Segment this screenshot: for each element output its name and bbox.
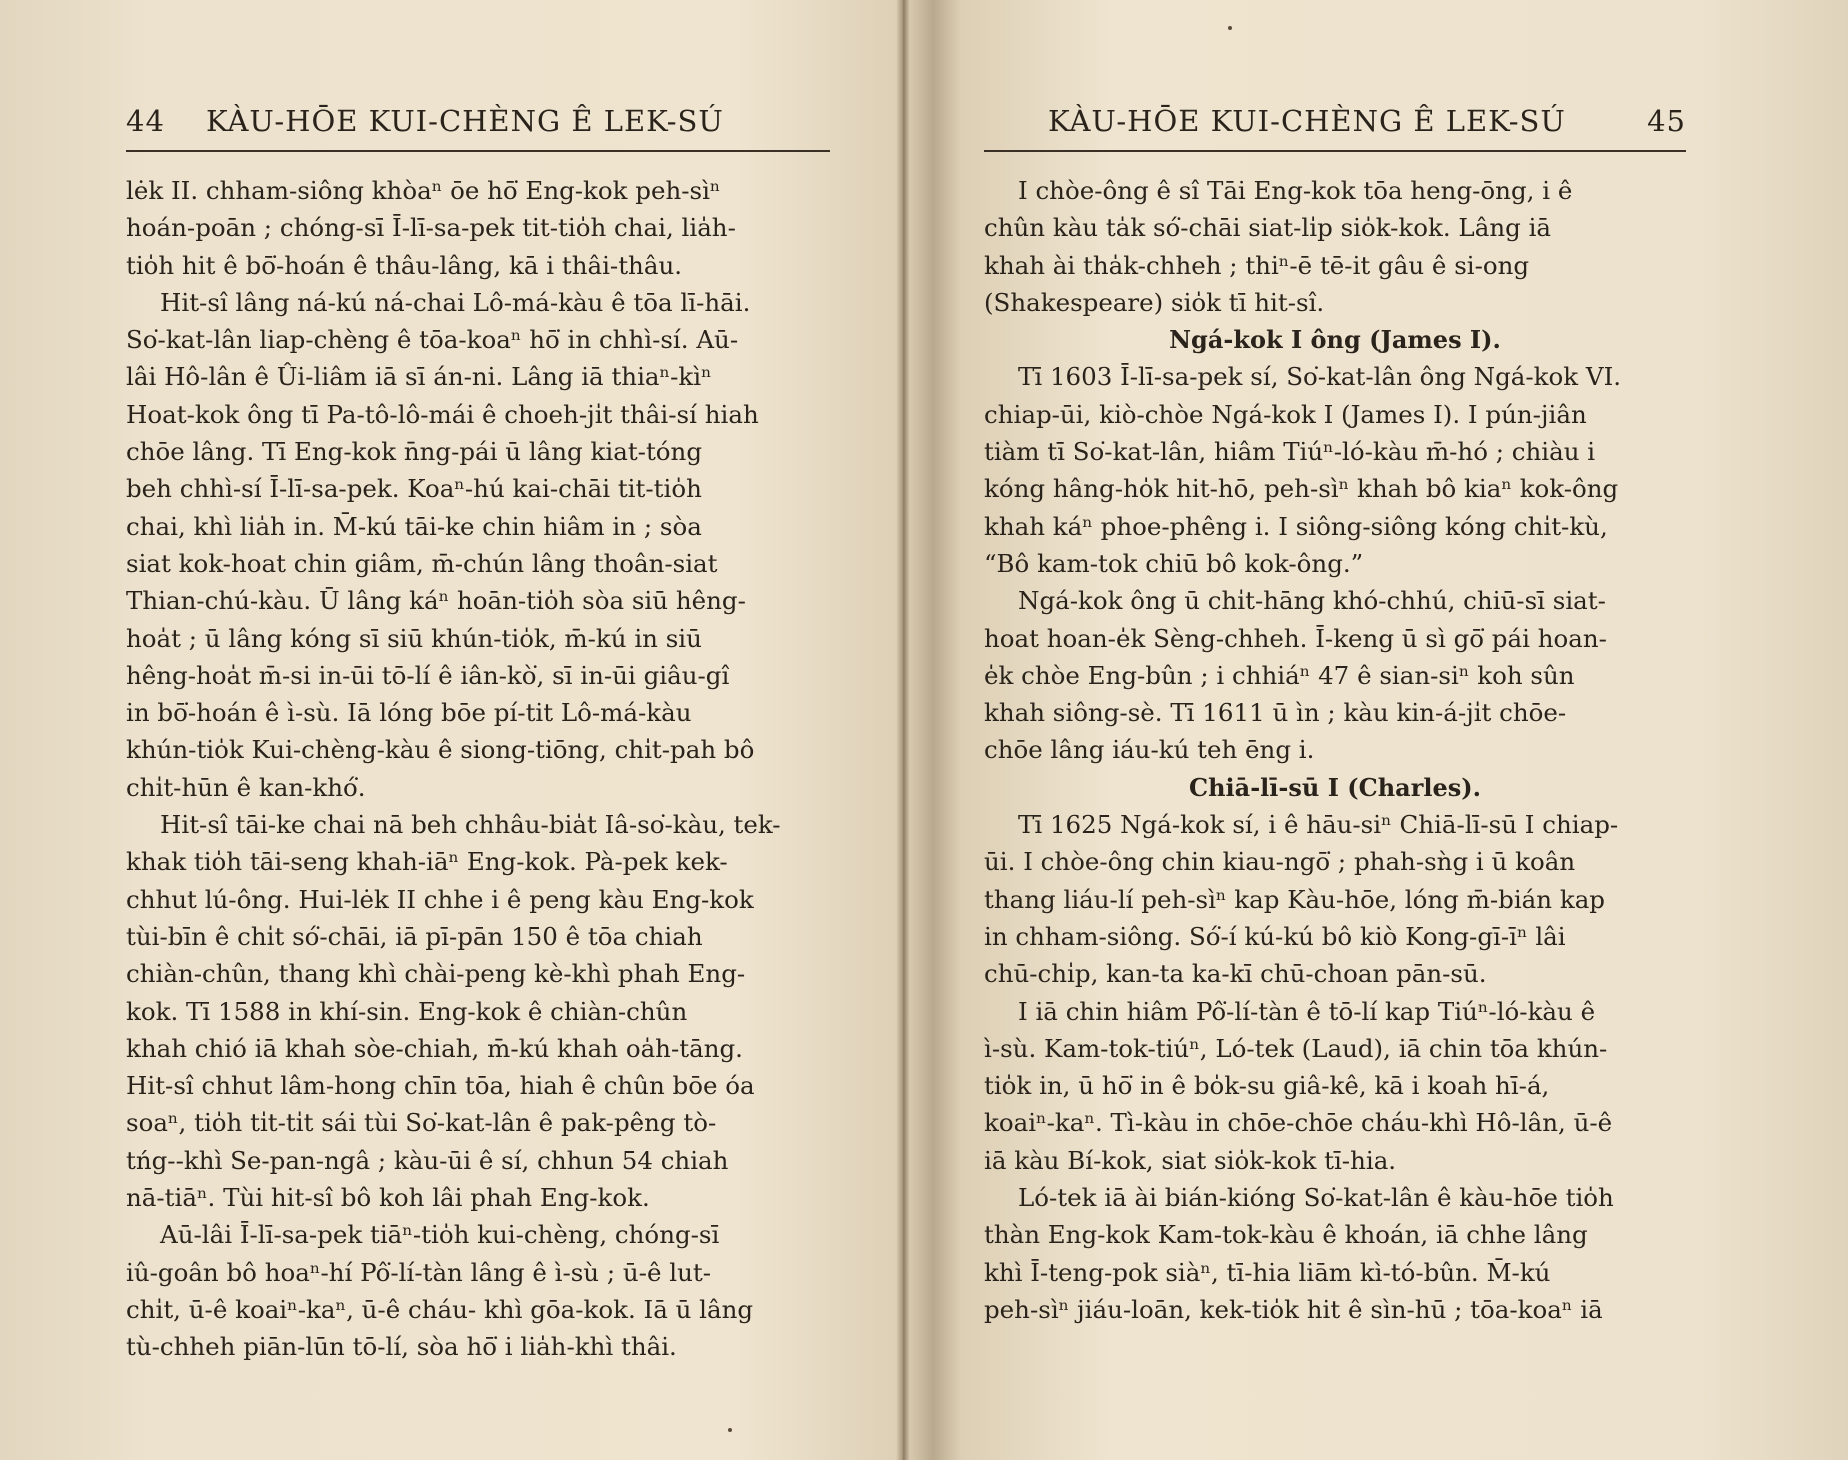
text-line: kóng hâng-ho̍k hit-hō, peh-sìⁿ khah bô kiaⁿ kok-ông [984,474,1619,504]
text-line: chiàn-chûn, thang khì chài-peng kè-khì phah Eng- [126,959,746,989]
text-line: khì Ī-teng-pok siàⁿ, tī-hia liām kì-tó-bûn. M̄-kú [984,1257,1551,1287]
text-line: So͘-kat-lân liap-chèng ê tōa-koaⁿ hō͘ in chhì-sí. Aū- [126,325,739,355]
text-line: I chòe-ông ê sî Tāi Eng-kok tōa heng-ōng, i ê [1018,176,1573,205]
text-line: chai, khì lia̍h in. M̄-kú tāi-ke chin hiâm in ; sòa [126,511,702,541]
text-line: chi̍t, ū-ê koaiⁿ-kaⁿ, ū-ê cháu- khì gōa-kok. Iā ū lâng [126,1294,754,1324]
text-line: tiàm tī So͘-kat-lân, hiâm Tiúⁿ-ló-kàu m̄-hó ; chiàu i [984,437,1596,467]
text-line: chûn kàu ta̍k só͘-chāi siat-li̍p sio̍k-kok. Lâng iā [984,213,1552,243]
text-line: ì-sù. Kam-tok-tiúⁿ, Ló-tek (Laud), iā chin tōa khún- [984,1033,1608,1063]
text-line: chōe lâng. Tī Eng-kok n̄ng-pái ū lâng kiat-tóng [126,437,703,467]
text-line: khah chió iā khah sòe-chiah, m̄-kú khah oa̍h-tāng. [126,1033,743,1063]
text-line: beh chhì-sí Ī-lī-sa-pek. Koaⁿ-hú kai-chāi tit-tio̍h [126,474,702,504]
text-line: chiap-ūi, kiò-chòe Ngá-kok I (James I). I pún-jiân [984,399,1587,429]
left-running-head [126,98,830,146]
text-line: chhut lú-ông. Hui-lėk II chhe i ê peng kàu Eng-kok [126,884,754,914]
text-line: Thian-chú-kàu. Ū lâng káⁿ hoān-tio̍h sòa siū hêng- [126,586,746,616]
left-page [126,98,830,1366]
text-line: ūi. I chòe-ông chin kiau-ngō͘ ; phah-sǹg i ū koân [984,847,1576,877]
text-line: (Shakespeare) sio̍k tī hit-sî. [984,287,1325,317]
text-line: thàn Eng-kok Kam-tok-kàu ê khoán, iā chhe lâng [984,1220,1588,1250]
text-line: I iā chin hiâm Pô͘-lí-tàn ê tō-lí kap Tiúⁿ-ló-kàu ê [1018,996,1596,1026]
text-line: Hoat-kok ông tī Pa-tô-lô-mái ê choeh-ji̍t thâi-sí hiah [126,399,759,429]
text-line: in bō͘-hoán ê ì-sù. Iā lóng bōe pí-tit Lô-má-kàu [126,698,692,728]
text-line: iā kàu Bí-kok, siat sio̍k-kok tī-hia. [984,1145,1397,1175]
text-line: Tī 1603 Ī-lī-sa-pek sí, So͘-kat-lân ông Ngá-kok VI. [1018,362,1622,392]
left-running-title: KÀU-HŌE KUI-CHÈNG Ê LEK-SÚ [206,104,724,138]
text-line: Ngá-kok ông ū chi̍t-hāng khó-chhú, chiū-sī siat- [1018,586,1606,616]
text-line: hoat hoan-e̍k Sèng-chheh. Ī-keng ū sì gō͘ pái hoan- [984,623,1607,653]
right-running-title: KÀU-HŌE KUI-CHÈNG Ê LEK-SÚ [1048,104,1566,138]
text-line: tù-chheh piān-lūn tō-lí, sòa hō͘ i lia̍h-khì thâi. [126,1332,677,1362]
text-line: siat kok-hoat chin giâm, m̄-chún lâng thoân-siat [126,548,718,578]
section-heading: Chiā-lī-sū I (Charles). [1189,772,1481,802]
left-body-text [126,172,830,1366]
text-line: “Bô kam-tok chiū bô kok-ông.” [984,548,1364,578]
text-line: hoa̍t ; ū lâng kóng sī siū khún-tio̍k, m̄-kú in siū [126,623,702,653]
text-line: Hit-sî tāi-ke chai nā beh chhâu-bia̍t Iâ-so͘-kàu, tek- [160,810,781,840]
section-heading: Ngá-kok I ông (James I). [1169,325,1501,355]
text-line: khah ài tha̍k-chheh ; thiⁿ-ē tē-it gâu ê si-ong [984,250,1530,280]
text-line: lâi Hô-lân ê Ûi-liâm iā sī án-ni. Lâng iā thiaⁿ-kìⁿ [126,362,712,392]
text-line: nā-tiāⁿ. Tùi hit-sî bô koh lâi phah Eng-kok. [126,1183,650,1213]
left-page-number: 44 [126,104,165,138]
right-page-number: 45 [1647,104,1686,138]
right-body-text [984,172,1686,1328]
right-running-head [984,98,1686,146]
print-speck [1228,26,1232,30]
text-line: soaⁿ, tio̍h ti̍t-ti̍t sái tùi So͘-kat-lân ê pak-pêng tò- [126,1108,717,1138]
text-line: Aū-lâi Ī-lī-sa-pek tiāⁿ-tio̍h kui-chèng, chóng-sī [160,1220,720,1250]
text-line: tńg--khì Se-pan-ngâ ; kàu-ūi ê sí, chhun 54 chiah [126,1145,729,1175]
left-header-rule [126,150,830,152]
text-line: in chham-siông. Só͘-í kú-kú bô kiò Kong-gī-īⁿ lâi [984,921,1566,951]
text-line: e̍k chòe Eng-bûn ; i chhiáⁿ 47 ê sian-siⁿ koh sûn [984,660,1575,690]
text-line: hoán-poān ; chóng-sī Ī-lī-sa-pek tit-tio̍h chai, lia̍h- [126,213,736,243]
text-line: koaiⁿ-kaⁿ. Tì-kàu in chōe-chōe cháu-khì Hô-lân, ū-ê [984,1108,1613,1138]
text-line: khah káⁿ phoe-phêng i. I siông-siông kóng chi̍t-kù, [984,511,1608,541]
text-line: Ló-tek iā ài bián-kióng So͘-kat-lân ê kàu-hōe tio̍h [1018,1183,1614,1213]
text-line: khak tio̍h tāi-seng khah-iāⁿ Eng-kok. Pà-pek kek- [126,847,728,877]
text-line: lėk II. chham-siông khòaⁿ ōe hō͘ Eng-kok peh-sìⁿ [126,176,721,205]
text-line: tio̍h hit ê bō͘-hoán ê thâu-lâng, kā i thâi-thâu. [126,250,683,280]
text-line: Tī 1625 Ngá-kok sí, i ê hāu-siⁿ Chiā-lī-sū I chiap- [1018,810,1619,840]
text-line: hêng-hoa̍t m̄-si in-ūi tō-lí ê iân-kò͘, sī in-ūi giâu-gî [126,660,730,690]
text-line: Hit-sî lâng ná-kú ná-chai Lô-má-kàu ê tōa lī-hāi. [160,287,751,317]
text-line: tùi-bīn ê chi̍t só͘-chāi, iā pī-pān 150 ê tōa chiah [126,921,703,951]
text-line: chi̍t-hūn ê kan-khó͘. [126,772,366,802]
print-speck [728,1428,732,1432]
text-line: peh-sìⁿ jiáu-loān, kek-tio̍k hit ê sìn-hū ; tōa-koaⁿ iā [984,1294,1603,1324]
text-line: iû-goân bô hoaⁿ-hí Pô͘-lí-tàn lâng ê ì-sù ; ū-ê lut- [126,1257,711,1287]
text-line: khún-tio̍k Kui-chèng-kàu ê siong-tiōng, chi̍t-pah bô [126,735,755,765]
right-page [984,98,1686,1328]
text-line: tio̍k in, ū hō͘ in ê bo̍k-su giâ-kê, kā i koah hī-á, [984,1071,1550,1101]
text-line: thang liáu-lí peh-sìⁿ kap Kàu-hōe, lóng m̄-bián kap [984,884,1605,914]
text-line: Hit-sî chhut lâm-hong chīn tōa, hiah ê chûn bōe óa [126,1071,755,1101]
right-header-rule [984,150,1686,152]
book-gutter [896,0,910,1460]
text-line: kok. Tī 1588 in khí-sin. Eng-kok ê chiàn-chûn [126,996,688,1026]
text-line: chōe lâng iáu-kú teh ēng i. [984,735,1315,765]
text-line: khah siông-sè. Tī 1611 ū ìn ; kàu kin-á-ji̍t chōe- [984,698,1567,728]
text-line: chū-chi̍p, kan-ta ka-kī chū-choan pān-sū. [984,959,1487,989]
